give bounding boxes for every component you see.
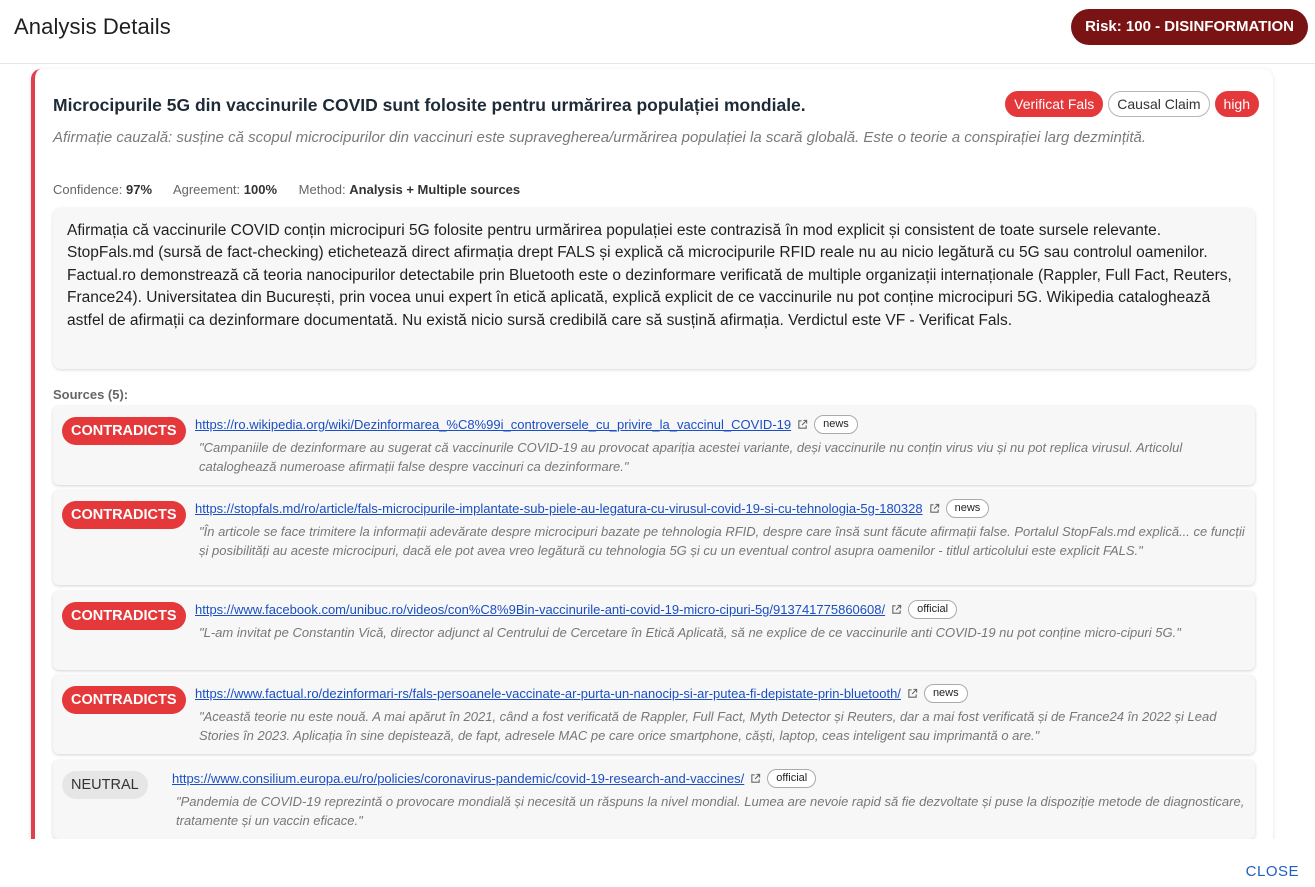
claim-type-tag: Causal Claim bbox=[1108, 91, 1209, 117]
confidence-value: 97% bbox=[126, 182, 153, 197]
claim-card bbox=[31, 69, 1273, 839]
verdict-tag: Verificat Fals bbox=[1005, 91, 1103, 117]
method-value: Analysis + Multiple sources bbox=[349, 182, 521, 197]
external-link-icon[interactable] bbox=[797, 419, 808, 430]
source-link[interactable]: https://ro.wikipedia.org/wiki/Dezinformarea_%C8%99i_controversele_cu_privire_la_vaccinul_COVID-19 bbox=[195, 417, 792, 432]
claim-description: Afirmație cauzală: susține că scopul microcipurilor din vaccinuri este supravegherea/urmărirea populației la scară globală. Este o teorie a conspirației larg dezmințită. bbox=[53, 129, 1147, 146]
dialog-footer bbox=[0, 839, 1315, 887]
source-type-badge: official bbox=[908, 600, 957, 619]
close-button[interactable]: CLOSE bbox=[1245, 863, 1299, 880]
source-quote: "Campaniile de dezinformare au sugerat că vaccinurile COVID-19 au provocat apariția acestei variante, deși vaccinurile nu conțin virus viu și nu pot replica virusul. Articolul cataloghează numeroase afirmații false despre vaccinuri ca dezinformare." bbox=[199, 440, 1183, 474]
source-quote: "Pandemia de COVID-19 reprezintă o provocare mondială și necesită un răspuns la nivel mondial. Lumea are nevoie rapid să fie dezvoltate și puse la dispoziție metode de diagnosticare, tratamente și un vaccin eficace." bbox=[176, 794, 1245, 828]
severity-tag: high bbox=[1215, 91, 1259, 117]
source-link[interactable]: https://www.consilium.europa.eu/ro/policies/coronavirus-pandemic/covid-19-research-and-vaccines/ bbox=[172, 771, 745, 786]
claim-tags bbox=[1005, 91, 1259, 117]
stance-badge: CONTRADICTS bbox=[62, 686, 186, 714]
source-type-badge: official bbox=[767, 769, 816, 788]
source-item bbox=[53, 760, 1255, 839]
external-link-icon[interactable] bbox=[907, 688, 918, 699]
source-link[interactable]: https://stopfals.md/ro/article/fals-microcipurile-implantate-sub-piele-au-legatura-cu-virusul-covid-19-si-cu-tehnologia-5g-180328 bbox=[195, 501, 923, 516]
source-link[interactable]: https://www.factual.ro/dezinformari-rs/fals-persoanele-vaccinate-ar-purta-un-nanocip-si-ar-putea-fi-depistate-prin-bluetooth/ bbox=[195, 686, 901, 701]
claim-title: Microcipurile 5G din vaccinurile COVID sunt folosite pentru urmărirea populației mondiale. bbox=[53, 95, 806, 115]
agreement-label: Agreement: bbox=[172, 182, 241, 197]
dialog-header bbox=[0, 0, 1315, 64]
source-type-badge: news bbox=[924, 684, 968, 703]
analysis-text: Afirmația că vaccinurile COVID conțin microcipuri 5G folosite pentru urmărirea populației este contrazisă în mod explicit și consistent de toate sursele relevante. StopFals.md (sursă de fact-checking) etichetează direct afirmația drept FALS și explică că microcipurile RFID reale nu au nicio legătură cu 5G sau controlul oamenilor. Factual.ro demonstrează că teoria nanocipurilor detectabile prin Bluetooth este o dezinformare verificată de multiple organizații internaționale (Rappler, Full Fact, Reuters, France24). Universitatea din București, prin vocea unui expert în etică aplicată, explică explicit de ce vaccinurile nu pot conține microcipuri 5G. Wikipedia cataloghează astfel de afirmații ca dezinformare documentată. Nu există nicio sursă credibilă care să susțină afirmația. Verdictul este VF - Verificat Fals. bbox=[53, 208, 1255, 369]
source-item bbox=[53, 406, 1255, 485]
source-item bbox=[53, 591, 1255, 670]
confidence-label: Confidence: bbox=[53, 182, 123, 197]
external-link-icon[interactable] bbox=[891, 604, 902, 615]
source-quote: "În articole se face trimitere la informații adevărate despre microcipuri bazate pe tehnologia RFID, despre care însă sunt făcute afirmații false. Portalul StopFals.md explică... ce funcții și posibilități au aceste microcipuri, dacă ele pot avea vreo legătură cu tehnologia 5G și cu un eventual control asupra oamenilor - titlul articolului este explicit FALS." bbox=[199, 524, 1245, 558]
agreement-value: 100% bbox=[243, 182, 278, 197]
source-type-badge: news bbox=[814, 415, 858, 434]
source-item bbox=[53, 675, 1255, 754]
external-link-icon[interactable] bbox=[929, 503, 940, 514]
risk-badge: Risk: 100 - DISINFORMATION bbox=[1071, 9, 1308, 45]
sources-label: Sources (5): bbox=[53, 387, 129, 402]
source-quote: "L-am invitat pe Constantin Vică, director adjunct al Centrului de Cercetare în Etică Aplicată, să ne explice de ce vaccinurile anti COVID-19 nu pot conține micro-cipuri 5G." bbox=[199, 625, 1181, 640]
source-item bbox=[53, 490, 1255, 585]
stance-badge: CONTRADICTS bbox=[62, 417, 186, 445]
source-link[interactable]: https://www.facebook.com/unibuc.ro/videos/con%C8%9Bin-vaccinurile-anti-covid-19-micro-cipuri-5g/913741775860608/ bbox=[195, 602, 886, 617]
source-type-badge: news bbox=[946, 499, 990, 518]
external-link-icon[interactable] bbox=[750, 773, 761, 784]
stance-badge: CONTRADICTS bbox=[62, 602, 186, 630]
dialog-content[interactable] bbox=[0, 64, 1315, 839]
method-label: Method: bbox=[298, 182, 346, 197]
source-quote: "Această teorie nu este nouă. A mai apărut în 2021, când a fost verificată de Rappler, Full Fact, Myth Detector și Reuters, dar a mai fost verificată și de France24 în 2022 și Lead Stories în 2023. Aplicația în sine depistează, de fapt, adresele MAC pe care orice smartphone, căști, laptop, ceas inteligent sau imprimantă o are." bbox=[199, 709, 1217, 743]
stance-badge: CONTRADICTS bbox=[62, 501, 186, 529]
stance-badge: NEUTRAL bbox=[62, 771, 148, 799]
claim-meta bbox=[53, 182, 520, 197]
dialog-title: Analysis Details bbox=[14, 14, 171, 39]
